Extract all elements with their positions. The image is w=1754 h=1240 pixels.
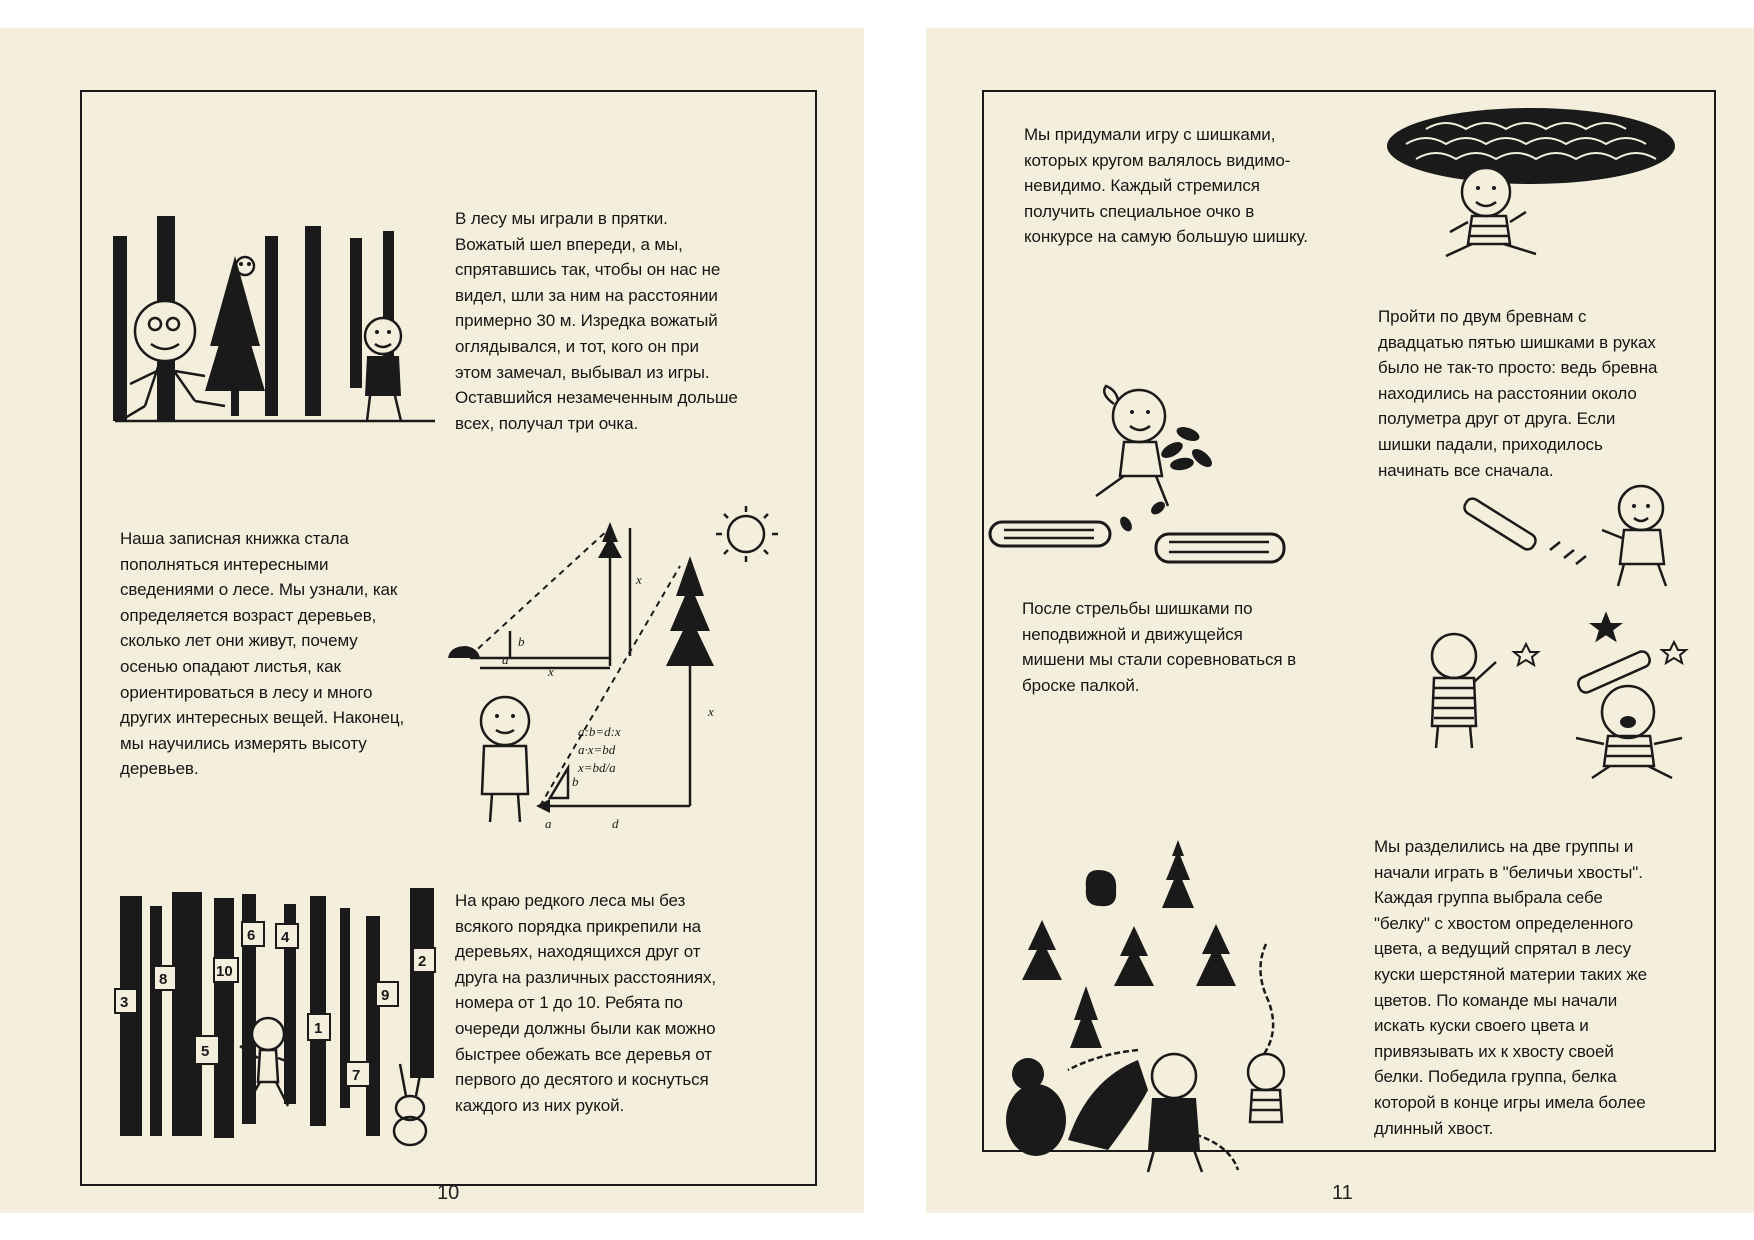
tree-number-2: 2: [418, 953, 427, 970]
hide-and-seek-paragraph: В лесу мы играли в прятки. Вожатый шел впереди, а мы, спрятавшись так, чтобы он нас не видел, шли за ним на расстоянии примерно 30 м. Изредка вожатый оглядывался, и тот, кого он при этом замечал, выбывал из игры. Оставшийся незамеченным дольше всех, получал три очка.: [455, 209, 738, 433]
tree-number-1: 1: [314, 1020, 323, 1037]
numbered-trees-paragraph: На краю редкого леса мы без всякого порядка прикрепили на деревьях, находящихся друг от друга на различных расстояниях, номера от 1 до 10. Ребята по очереди должны были как можно быстрее обежать все деревья от первого до десятого и коснуться каждого из них рукой.: [455, 891, 717, 1115]
left-page: [0, 28, 864, 1213]
d-label: d: [612, 816, 619, 831]
formula-product: a·x=bd: [578, 742, 616, 757]
a-label-top: a: [502, 652, 509, 667]
tree-number-10: 10: [216, 963, 233, 980]
logs-balance-illustration: [984, 364, 1284, 579]
right-page-number: 11: [1332, 1182, 1353, 1204]
tree-number-6: 6: [247, 927, 256, 944]
tree-height-diagram: [440, 506, 790, 836]
giant-cone-illustration: [1386, 104, 1686, 274]
cones-game-paragraph: Мы придумали игру с шишками, которых кругом валялось видимо- невидимо. Каждый стремился получить специальное очко в конкурсе на самую большую шишку.: [1024, 125, 1308, 247]
question-mark: ?: [410, 1035, 423, 1057]
formula-result: x=bd/a: [578, 760, 616, 775]
squirrel-tails-paragraph: Мы разделились на две группы и начали играть в "беличьи хвосты". Каждая группа выбрала себе "белку" с хвостом определенного цвета, а ведущий спрятал в лесу куски шерстяной материи таких же цветов. По команде мы начали искать куски своего цвета и привязывать их к хвосту своей белки. Победила группа, белка которой в конце игры имела более длинный хвост.: [1374, 837, 1648, 1138]
tree-number-4: 4: [281, 929, 290, 946]
a-label-bottom: a: [545, 816, 552, 831]
logs-paragraph: Пройти по двум бревнам с двадцатью пятью шишками в руках было не так-то просто: ведь бревна находились на расстоянии около полуметра друг от друга. Если шишки падали, приходилось начинать все сначала.: [1378, 307, 1658, 480]
b-label-bottom: b: [572, 774, 579, 789]
right-page: [926, 28, 1754, 1213]
hide-and-seek-illustration: [105, 206, 445, 451]
notebook-paragraph: Наша записная книжка стала пополняться интересными сведениями о лесе. Мы узнали, как определяется возраст деревьев, сколько лет они живут, почему осенью опадают листья, как ориентироваться в лесу и много других интересных вещей. Наконец, мы научились измерять высоту деревьев.: [120, 529, 405, 779]
tree-number-8: 8: [159, 971, 168, 988]
tree-number-5: 5: [201, 1043, 210, 1060]
x-label-tree: x: [708, 704, 714, 719]
tree-number-3: 3: [120, 994, 129, 1011]
stick-throwing-illustration: [1396, 476, 1696, 786]
numbered-trees-illustration: [110, 886, 455, 1156]
x-label-ground: x: [548, 664, 554, 679]
squirrel-tails-illustration: [988, 840, 1298, 1180]
tree-number-7: 7: [352, 1067, 361, 1084]
x-label-top: x: [636, 572, 642, 587]
tree-number-tags: [115, 922, 435, 1086]
b-label-top: b: [518, 634, 525, 649]
throwing-paragraph: После стрельбы шишками по неподвижной и движущейся мишени мы стали соревноваться в броске палкой.: [1022, 599, 1297, 695]
left-page-number: 10: [437, 1182, 460, 1204]
tree-number-9: 9: [381, 987, 390, 1004]
formula-proportion: a:b=d:x: [578, 724, 621, 739]
